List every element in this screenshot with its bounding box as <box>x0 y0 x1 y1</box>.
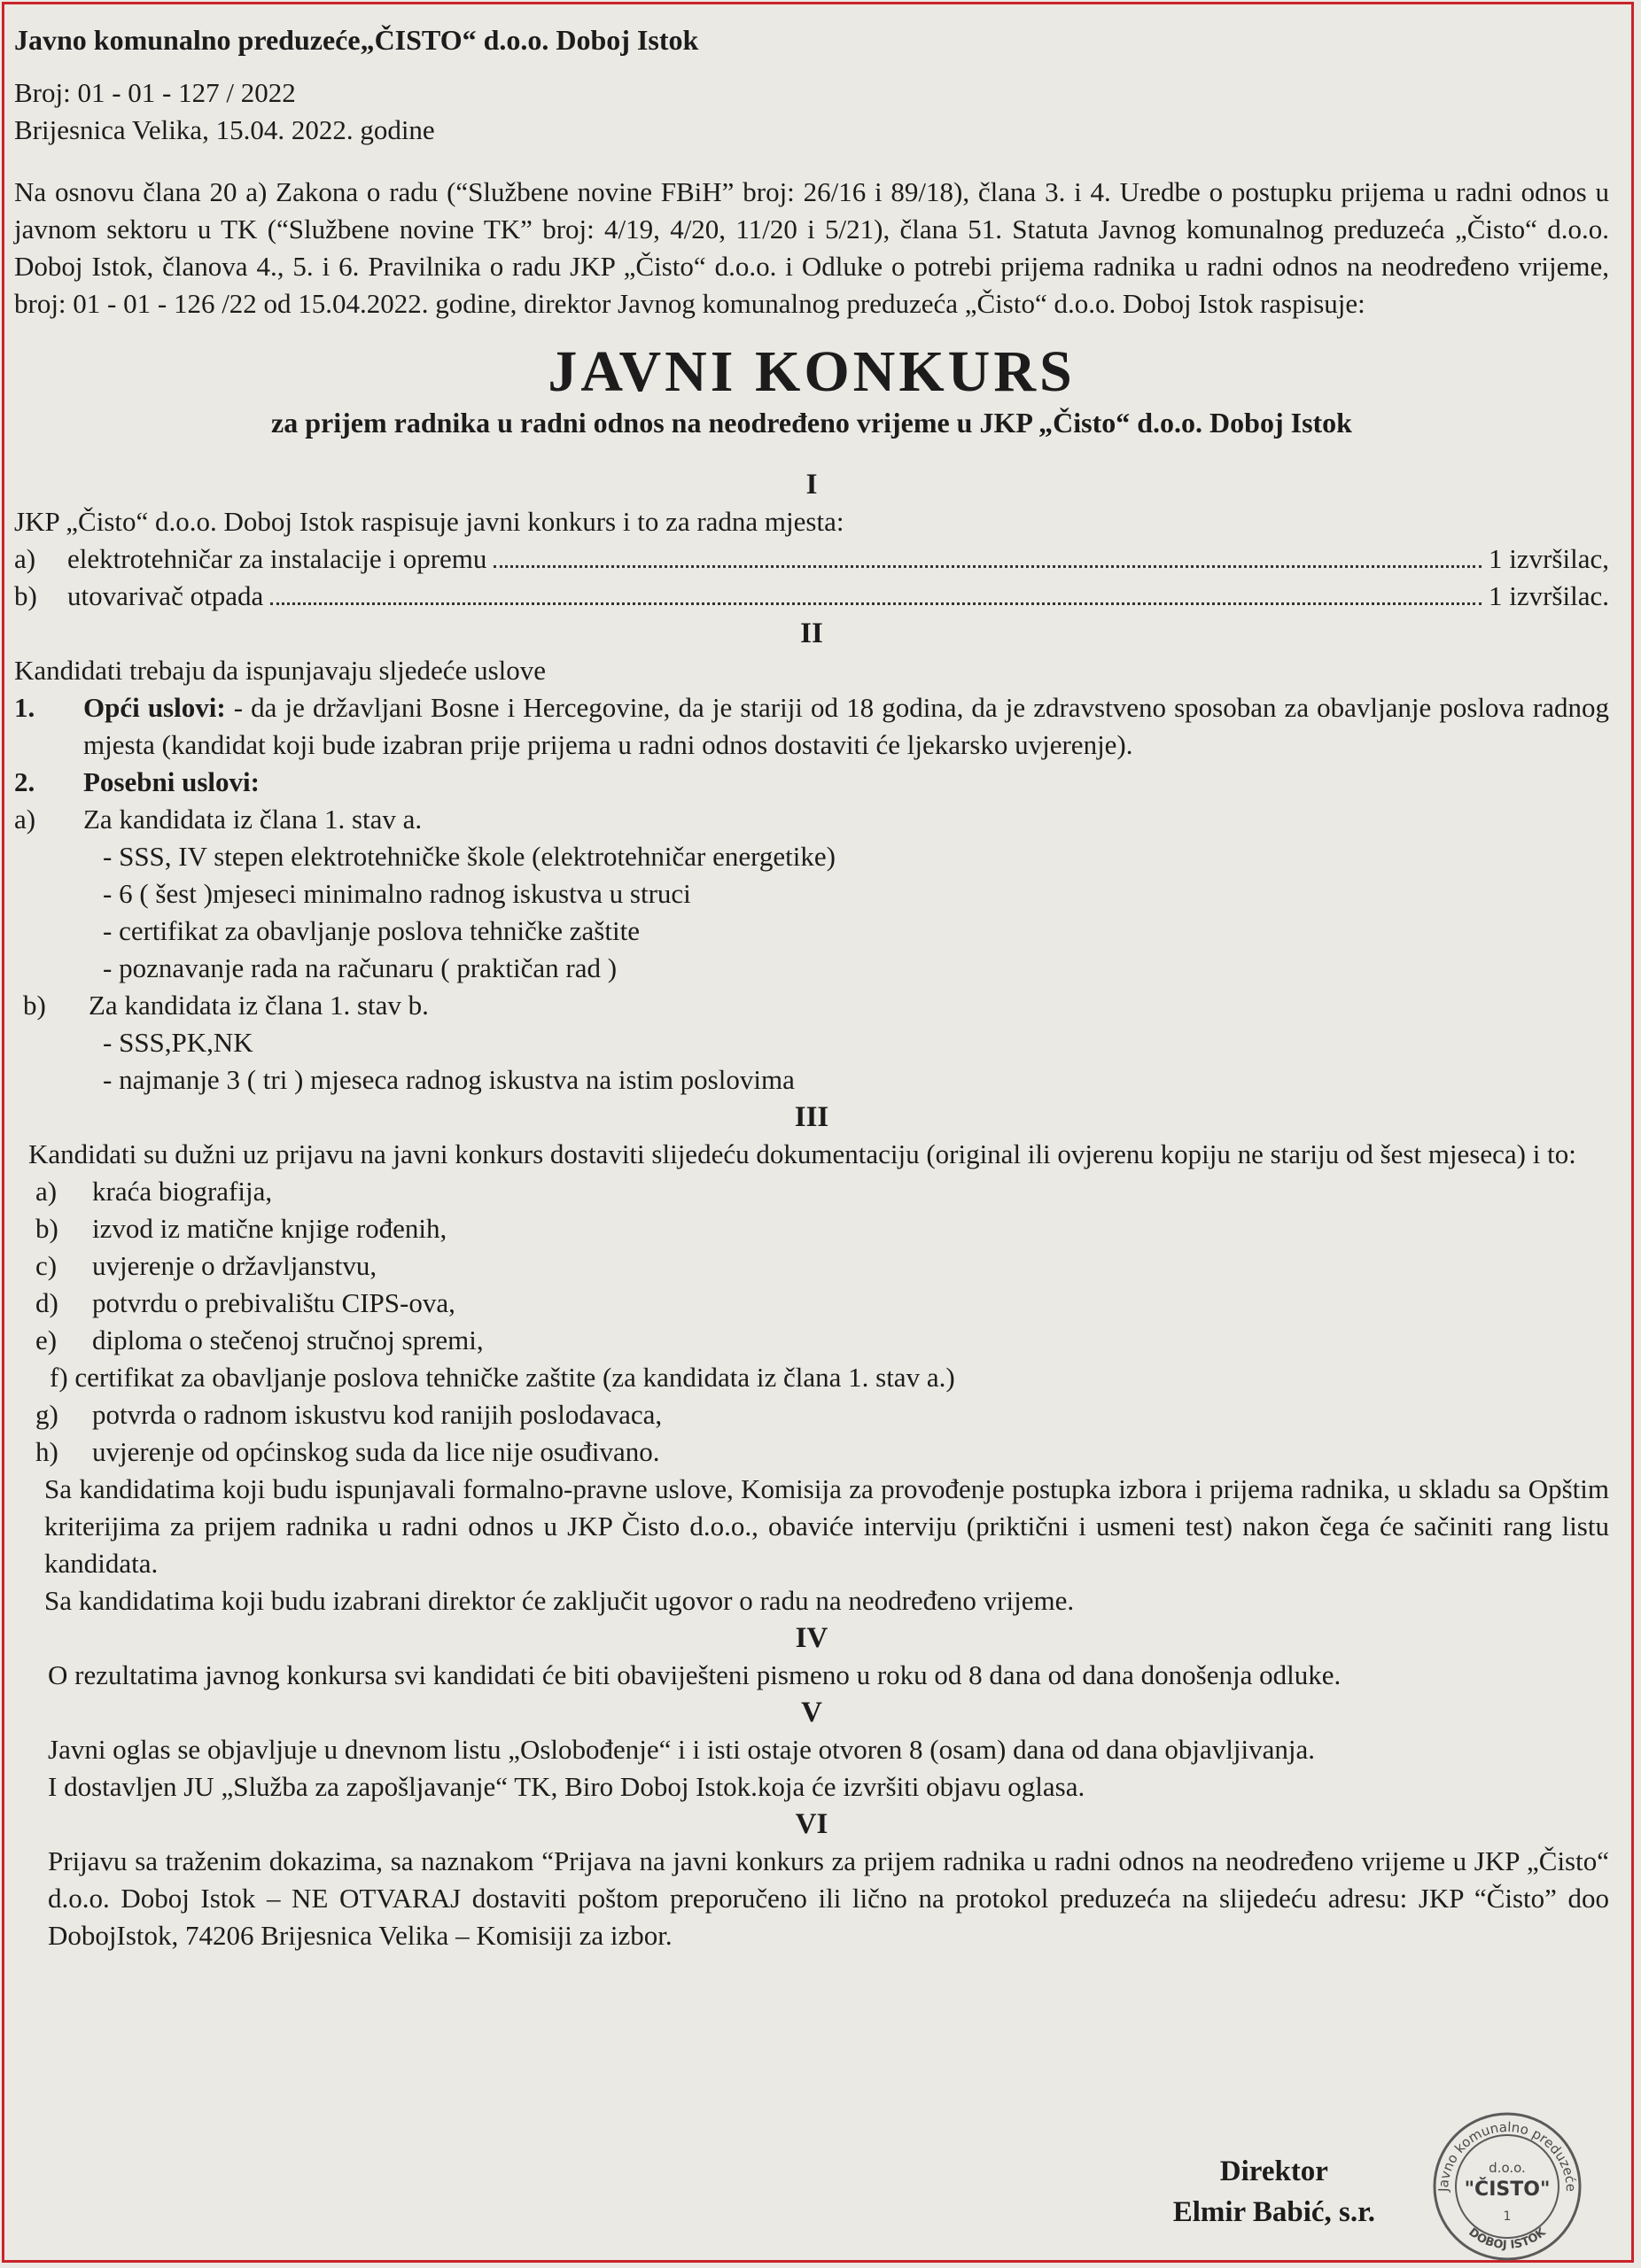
position-row <box>14 540 1609 578</box>
section-5-heading: V <box>801 1697 822 1728</box>
stamp-doo: d.o.o. <box>1489 2160 1526 2176</box>
condition-b <box>14 987 1609 1024</box>
section-3-intro: Kandidati su dužni uz prijavu na javni konkurs dostaviti slijedeću dokumentaciju (original ili ovjerenu kopiju ne stariju od šest mjeseca) i to: <box>28 1138 1576 1169</box>
dot-leader <box>494 565 1482 568</box>
condition-a <box>14 801 1609 838</box>
document-text: kraća biografija, <box>92 1176 273 1207</box>
section-2-heading: II <box>800 617 823 649</box>
document-item <box>14 1173 1609 1210</box>
condition-a-label: a) <box>14 804 36 835</box>
dot-leader <box>270 602 1482 605</box>
document-label: b) <box>35 1213 58 1244</box>
section-1-text: JKP „Čisto“ d.o.o. Doboj Istok raspisuje javni konkurs i to za radna mjesta: <box>14 506 844 537</box>
intro-paragraph: Na osnovu člana 20 a) Zakona o radu (“Službene novine FBiH” broj: 26/16 i 89/18), člana 3. i 4. Uredbe o postupku prijema u radni odnos u javnom sektoru u TK (“Službene novine TK” broj: 4/19, 4/20, 11/20 i 5/21), člana 51. Statuta Javnog komunalnog preduzeća „Čisto“ d.o.o. Doboj Istok, članova 4., 5. i 6. Pravilnika o radu JKP „Čisto“ d.o.o. i Odluke o potrebi prijema radnika u radni odnos na neodređeno vrijeme, broj: 01 - 01 - 126 /22 od 15.04.2022. godine, direktor Javnog komunalnog preduzeća „Čisto“ d.o.o. Doboj Istok raspisuje: <box>14 176 1609 319</box>
document-item <box>14 1322 1609 1359</box>
general-conditions <box>14 689 1609 764</box>
document-label: a) <box>35 1176 58 1207</box>
document-number: Broj: 01 - 01 - 127 / 2022 <box>14 77 296 108</box>
section-4-heading: IV <box>795 1622 828 1654</box>
position-row <box>14 578 1609 615</box>
section-3-heading: III <box>794 1101 829 1133</box>
stamp-bottom-text: DOBOJ ISTOK <box>1466 2225 1549 2253</box>
position-count: 1 izvršilac, <box>1488 543 1609 574</box>
place-and-date: Brijesnica Velika, 15.04. 2022. godine <box>14 114 435 145</box>
position-name: elektrotehničar za instalacije i opremu <box>67 543 487 574</box>
document-item <box>14 1396 1609 1433</box>
special-conditions <box>14 764 1609 801</box>
stamp-name: "ČISTO" <box>1464 2179 1551 2201</box>
list-item: - SSS,PK,NK <box>103 1027 253 1058</box>
section-5-line-2: I dostavljen JU „Služba za zapošljavanje“ TK, Biro Doboj Istok.koja će izvršiti objavu oglasa. <box>48 1771 1085 1802</box>
document-item-f: f) certifikat za obavljanje poslova tehničke zaštite (za kandidata iz člana 1. stav a.) <box>50 1362 955 1393</box>
document-item <box>14 1247 1609 1285</box>
company-stamp-icon <box>1423 2107 1591 2262</box>
document-label: h) <box>35 1436 58 1467</box>
condition-b-title: Za kandidata iz člana 1. stav b. <box>89 990 429 1021</box>
section-2-intro: Kandidati trebaju da ispunjavaju sljedeće uslove <box>14 655 547 686</box>
document-text: potvrda o radnom iskustvu kod ranijih poslodavaca, <box>92 1399 663 1430</box>
announcement-content <box>14 21 1609 1954</box>
signature-block <box>1173 2151 1375 2233</box>
contract-paragraph: Sa kandidatima koji budu izabrani direktor će zaključit ugovor o radu na neodređeno vrijeme. <box>44 1585 1075 1616</box>
selection-paragraph: Sa kandidatima koji budu ispunjavali formalno-pravne uslove, Komisija za provođenje postupka izbora i prijema radnika, u skladu sa Opštim kriterijima za prijem radnika u radni odnos u JKP Čisto d.o.o., obaviće interviju (priktični i usmeni test) nakon čega će sačiniti rang listu kandidata. <box>44 1473 1609 1579</box>
position-label: b) <box>14 580 37 611</box>
condition-a-title: Za kandidata iz člana 1. stav a. <box>83 804 423 835</box>
document-label: c) <box>35 1250 58 1281</box>
signature-name: Elmir Babić, s.r. <box>1172 2196 1375 2228</box>
list-item: - 6 ( šest )mjeseci minimalno radnog iskustva u struci <box>103 878 691 909</box>
condition-b-label: b) <box>23 990 46 1021</box>
signature-role: Direktor <box>1219 2155 1328 2187</box>
list-item: - poznavanje rada na računaru ( praktičan rad ) <box>103 952 618 983</box>
list-item: - najmanje 3 ( tri ) mjeseca radnog iskustva na istim poslovima <box>103 1064 795 1095</box>
section-4-text: O rezultatima javnog konkursa svi kandidati će biti obaviješteni pismeno u roku od 8 dana od dana donošenja odluke. <box>48 1659 1342 1690</box>
general-conditions-number: 1. <box>14 692 35 723</box>
section-6-heading: VI <box>795 1808 828 1840</box>
document-label: e) <box>35 1324 58 1355</box>
page-subtitle: za prijem radnika u radni odnos na neodređeno vrijeme u JKP „Čisto“ d.o.o. Doboj Istok <box>271 407 1352 439</box>
section-6-text: Prijavu sa traženim dokazima, sa naznakom “Prijava na javni konkurs za prijem radnika u radni odnos na neodređeno vrijeme u JKP „Čisto“ d.o.o. Doboj Istok – NE OTVARAJ dostaviti poštom preporučeno ili lično na protokol preduzeća na slijedeću adresu: JKP “Čisto” doo DobojIstok, 74206 Brijesnica Velika – Komisiji za izbor. <box>48 1845 1609 1951</box>
special-conditions-label: Posebni uslovi: <box>83 766 260 797</box>
section-1-heading: I <box>805 469 818 501</box>
position-count: 1 izvršilac. <box>1488 580 1609 611</box>
stamp-number: 1 <box>1503 2210 1512 2224</box>
organization-name: Javno komunalno preduzeće„ČISTO“ d.o.o. Doboj Istok <box>14 24 699 56</box>
special-conditions-number: 2. <box>14 766 35 797</box>
stamp-top-text: Javno komunalno preduzeće <box>1435 2118 1580 2193</box>
page-title: JAVNI KONKURS <box>548 339 1076 404</box>
general-conditions-label: Opći uslovi: <box>83 692 226 723</box>
document-label: g) <box>35 1399 58 1430</box>
document-text: izvod iz matične knjige rođenih, <box>92 1213 447 1244</box>
document-item <box>14 1210 1609 1247</box>
general-conditions-text: - da je državljani Bosne i Hercegovine, da je stariji od 18 godina, da je zdravstveno sposoban za obavljanje poslova radnog mjesta (kandidat koji bude izabran prije prijema u radni odnos dostaviti će ljekarsko uvjerenje). <box>83 692 1609 760</box>
document-item <box>14 1433 1609 1471</box>
document-text: uvjerenje o državljanstvu, <box>92 1250 377 1281</box>
section-5-line-1: Javni oglas se objavljuje u dnevnom listu „Oslobođenje“ i i isti ostaje otvoren 8 (osam) dana od dana objavljivanja. <box>48 1734 1315 1765</box>
list-item: - certifikat za obavljanje poslova tehničke zaštite <box>103 915 640 946</box>
position-name: utovarivač otpada <box>67 580 264 611</box>
document-item <box>14 1285 1609 1322</box>
list-item: - SSS, IV stepen elektrotehničke škole (elektrotehničar energetike) <box>103 841 836 872</box>
document-text: uvjerenje od općinskog suda da lice nije osuđivano. <box>92 1436 660 1467</box>
position-label: a) <box>14 543 36 574</box>
document-text: potvrdu o prebivalištu CIPS-ova, <box>92 1287 455 1318</box>
document-text: diploma o stečenoj stručnoj spremi, <box>92 1324 484 1355</box>
document-label: d) <box>35 1287 58 1318</box>
